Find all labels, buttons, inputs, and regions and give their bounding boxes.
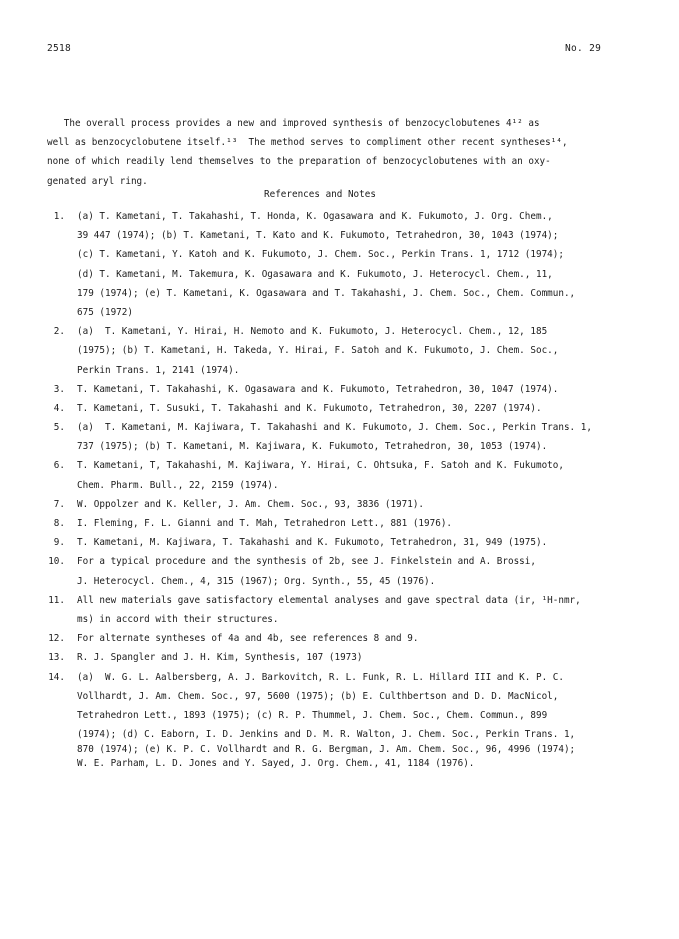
reference-line: (a) T. Kametani, Y. Hirai, H. Nemoto and K. Fukumoto, J. Heterocycl. Chem., 12, 185	[77, 326, 548, 338]
reference-number: 2.	[53, 326, 65, 338]
reference-line: Perkin Trans. 1, 2141 (1974).	[77, 364, 240, 376]
reference-item	[45, 514, 645, 533]
reference-item	[45, 322, 645, 380]
reference-line: For a typical procedure and the synthesis of 2b, see J. Finkelstein and A. Brossi,	[77, 556, 536, 568]
reference-number: 7.	[53, 498, 65, 510]
reference-item	[45, 399, 645, 418]
reference-item	[45, 552, 645, 590]
reference-line: 39 447 (1974); (b) T. Kametani, T. Kato and K. Fukumoto, Tetrahedron, 30, 1043 (1974);	[77, 230, 559, 242]
reference-number: 5.	[53, 422, 65, 434]
body-paragraph	[47, 114, 637, 191]
reference-item	[45, 591, 645, 629]
reference-line: Tetrahedron Lett., 1893 (1975); (c) R. P. Thummel, J. Chem. Soc., Chem. Commun., 899	[77, 709, 548, 721]
reference-number: 11.	[48, 594, 65, 606]
reference-line: 737 (1975); (b) T. Kametani, M. Kajiwara, K. Fukumoto, Tetrahedron, 30, 1053 (1974).	[77, 441, 548, 453]
issue-number: No. 29	[565, 43, 602, 54]
reference-number: 12.	[48, 633, 65, 645]
paragraph-line: well as benzocyclobutene itself.¹³ The method serves to compliment other recent syntheses¹⁴,	[47, 137, 568, 149]
reference-item	[45, 629, 645, 648]
reference-line: 870 (1974); (e) K. P. C. Vollhardt and R. G. Bergman, J. Am. Chem. Soc., 96, 4996 (1974);	[77, 743, 576, 755]
reference-item	[45, 207, 645, 322]
reference-line: (d) T. Kametani, M. Takemura, K. Ogasawara and K. Fukumoto, J. Heterocycl. Chem., 11,	[77, 268, 553, 280]
reference-number: 8.	[53, 518, 65, 529]
reference-item	[45, 668, 645, 769]
reference-line: W. E. Parham, L. D. Jones and Y. Sayed, J. Org. Chem., 41, 1184 (1976).	[77, 758, 475, 770]
references-heading: References and Notes	[264, 189, 376, 200]
reference-line: All new materials gave satisfactory elemental analyses and gave spectral data (ir, ¹H-nmr,	[77, 594, 581, 606]
reference-line: (a) T. Kametani, M. Kajiwara, T. Takahashi and K. Fukumoto, J. Chem. Soc., Perkin Trans. 1,	[77, 422, 592, 434]
reference-number: 3.	[53, 383, 65, 395]
reference-line: (1974); (d) C. Eaborn, I. D. Jenkins and D. M. R. Walton, J. Chem. Soc., Perkin Trans. 1,	[77, 729, 576, 741]
reference-line: Chem. Pharm. Bull., 22, 2159 (1974).	[77, 479, 279, 491]
paragraph-line: The overall process provides a new and improved synthesis of benzocyclobutenes 4¹² as	[47, 118, 540, 129]
reference-item	[45, 418, 645, 456]
reference-line: J. Heterocycl. Chem., 4, 315 (1967); Org. Synth., 55, 45 (1976).	[77, 575, 436, 587]
reference-line: (c) T. Kametani, Y. Katoh and K. Fukumoto, J. Chem. Soc., Perkin Trans. 1, 1712 (1974);	[77, 249, 564, 261]
references-list	[45, 207, 645, 769]
reference-line: (a) W. G. L. Aalbersberg, A. J. Barkovitch, R. L. Funk, R. L. Hillard III and K. P. C.	[77, 671, 564, 683]
reference-item	[45, 533, 645, 552]
reference-number: 13.	[48, 652, 65, 664]
reference-line: 179 (1974); (e) T. Kametani, K. Ogasawara and T. Takahashi, J. Chem. Soc., Chem. Commun.,	[77, 287, 576, 299]
reference-item	[45, 648, 645, 667]
reference-number: 1.	[53, 211, 65, 222]
paragraph-line: genated aryl ring.	[47, 175, 148, 187]
reference-line: R. J. Spangler and J. H. Kim, Synthesis, 107 (1973)	[77, 652, 363, 664]
reference-line: ms) in accord with their structures.	[77, 613, 279, 625]
reference-line: T. Kametani, T. Takahashi, K. Ogasawara and K. Fukumoto, Tetrahedron, 30, 1047 (1974).	[77, 383, 559, 395]
reference-line: W. Oppolzer and K. Keller, J. Am. Chem. Soc., 93, 3836 (1971).	[77, 498, 425, 510]
reference-line: T. Kametani, T. Susuki, T. Takahashi and K. Fukumoto, Tetrahedron, 30, 2207 (1974).	[77, 402, 542, 414]
reference-line: T. Kametani, M. Kajiwara, T. Takahashi and K. Fukumoto, Tetrahedron, 31, 949 (1975).	[77, 537, 548, 549]
reference-item	[45, 380, 645, 399]
reference-line: I. Fleming, F. L. Gianni and T. Mah, Tetrahedron Lett., 881 (1976).	[77, 518, 453, 529]
reference-number: 6.	[53, 460, 65, 472]
reference-number: 10.	[48, 556, 65, 568]
reference-item	[45, 495, 645, 514]
reference-line: 675 (1972)	[77, 306, 133, 318]
reference-number: 14.	[48, 671, 65, 683]
reference-line: (1975); (b) T. Kametani, H. Takeda, Y. Hirai, F. Satoh and K. Fukumoto, J. Chem. Soc.,	[77, 345, 559, 357]
page-number: 2518	[47, 43, 72, 54]
reference-line: T. Kametani, T, Takahashi, M. Kajiwara, Y. Hirai, C. Ohtsuka, F. Satoh and K. Fukumoto,	[77, 460, 564, 472]
reference-item	[45, 456, 645, 494]
reference-number: 4.	[53, 402, 65, 414]
paragraph-line: none of which readily lend themselves to the preparation of benzocyclobutenes with an oxy-	[47, 156, 551, 168]
reference-number: 9.	[53, 537, 65, 549]
reference-line: For alternate syntheses of 4a and 4b, see references 8 and 9.	[77, 633, 419, 645]
reference-line: (a) T. Kametani, T. Takahashi, T. Honda, K. Ogasawara and K. Fukumoto, J. Org. Chem.,	[77, 211, 553, 222]
reference-line: Vollhardt, J. Am. Chem. Soc., 97, 5600 (1975); (b) E. Culthbertson and D. D. MacNicol,	[77, 690, 559, 702]
